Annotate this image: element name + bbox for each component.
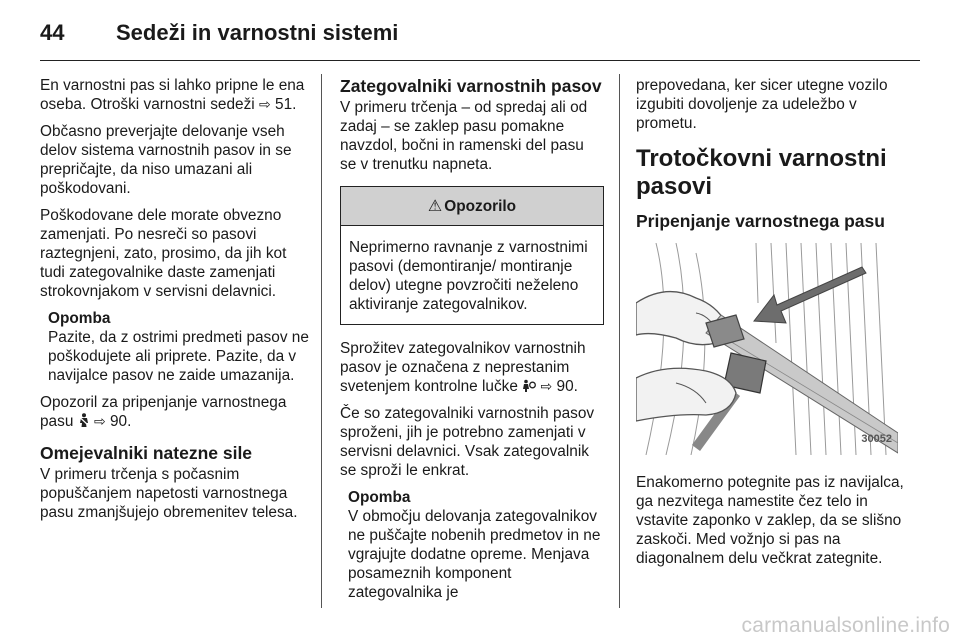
- warning-text: Neprimerno ravnanje z varnostnimi pasovi (demontiranje/ montiranje delov) utegne povzročiti neželeno aktiviranje zategovalnikov.: [349, 239, 588, 313]
- note-title: Opomba: [48, 310, 111, 327]
- chapter-title: Sedeži in varnostni sistemi: [116, 20, 399, 45]
- section-title: Trotočkovni varnostni pasovi: [636, 145, 887, 200]
- column-divider-left: [321, 74, 322, 608]
- paragraph: Enakomerno potegnite pas iz navijalca, ga nezvitega namestite čez telo in vstavite zaponko v zaklep, da se slišno zaskoči. Med vožnjo si pas na diagonalnem delu večkrat zategnite.: [636, 474, 904, 567]
- reference-arrow-icon: ⇨: [93, 413, 106, 429]
- paragraph-text: En varnostni pas si lahko pripne le ena oseba. Otroški varnostni sedeži: [40, 77, 305, 113]
- warning-title: Opozorilo: [444, 197, 517, 215]
- subsection-heading: Pripenjanje varnostnega pasu: [636, 211, 885, 231]
- header-divider: [40, 60, 920, 61]
- paragraph: Če so zategovalniki varnostnih pasov sproženi, jih je potrebno zamenjati v servisni delavnici. Vsak zategovalnik se sproži le enkrat.: [340, 405, 595, 479]
- airbag-warning-light-icon: [522, 379, 536, 393]
- column-divider-right: [619, 74, 620, 608]
- reference-arrow-icon: ⇨: [259, 96, 271, 112]
- paragraph-text: Sprožitev zategovalnikov varnostnih pasov je označena z neprestanim svetenjem kontrolne lučke: [340, 340, 586, 395]
- paragraph: [40, 393, 312, 431]
- figure-number: 30052: [861, 433, 892, 445]
- warning-header: [341, 187, 603, 226]
- paragraph: Občasno preverjajte delovanje vseh delov sistema varnostnih pasov in se prepričajte, da niso umazani ali poškodovani.: [40, 123, 292, 197]
- section-heading: Omejevalniki natezne sile: [40, 443, 253, 463]
- paragraph: prepovedana, ker sicer utegne vozilo izgubiti dovoljenje za udeležbo v prometu.: [636, 77, 888, 132]
- seatbelt-illustration: [636, 243, 898, 455]
- paragraph: [40, 76, 312, 114]
- page-reference[interactable]: 90.: [556, 378, 578, 395]
- note-title: Opomba: [348, 489, 411, 506]
- page-number: 44: [40, 20, 65, 45]
- paragraph-text: Opozoril za pripenjanje varnostnega pasu: [40, 394, 287, 430]
- paragraph: V primeru trčenja – od spredaj ali od zadaj – se zaklep pasu pomakne navzdol, bočni in ramenski del pasu se v trenutku napneta.: [340, 99, 588, 173]
- note-text: Pazite, da z ostrimi predmeti pasov ne poškodujete ali priprete. Pazite, da v navijalce pasov ne zaide umazanija.: [48, 329, 309, 384]
- section-heading: Zategovalniki varnostnih pasov: [340, 76, 602, 96]
- warning-triangle-icon: ⚠: [427, 197, 443, 215]
- paragraph: Poškodovane dele morate obvezno zamenjati. Po nesreči so pasovi raztegnjeni, zato, prosimo, da jih kot tudi zategovalnike daste zamenjati strokovnjakom v servisni delavnici.: [40, 207, 287, 300]
- page-reference[interactable]: 90.: [109, 413, 132, 430]
- note: [348, 488, 604, 602]
- column-2: [340, 76, 604, 610]
- warning-box: [340, 186, 604, 325]
- column-3: [636, 76, 908, 576]
- watermark: carmanualsonline.info: [741, 614, 950, 637]
- paragraph: V primeru trčenja s počasnim popuščanjem napetosti varnostnega pasu zmanjšujejo obremenitev telesa.: [40, 466, 298, 521]
- seatbelt-warning-icon: [78, 413, 90, 428]
- seatbelt-drawing: [636, 243, 898, 455]
- page-header: [40, 16, 398, 50]
- page-reference[interactable]: 51.: [275, 96, 297, 113]
- column-1: [40, 76, 312, 530]
- note: [48, 309, 312, 385]
- paragraph: [340, 339, 604, 396]
- note-text: V območju delovanja zategovalnikov ne puščajte nobenih predmetov in ne vgrajujte dodatne opreme. Menjava posameznih komponent zategovalnika je: [348, 508, 601, 601]
- reference-arrow-icon: ⇨: [540, 378, 553, 394]
